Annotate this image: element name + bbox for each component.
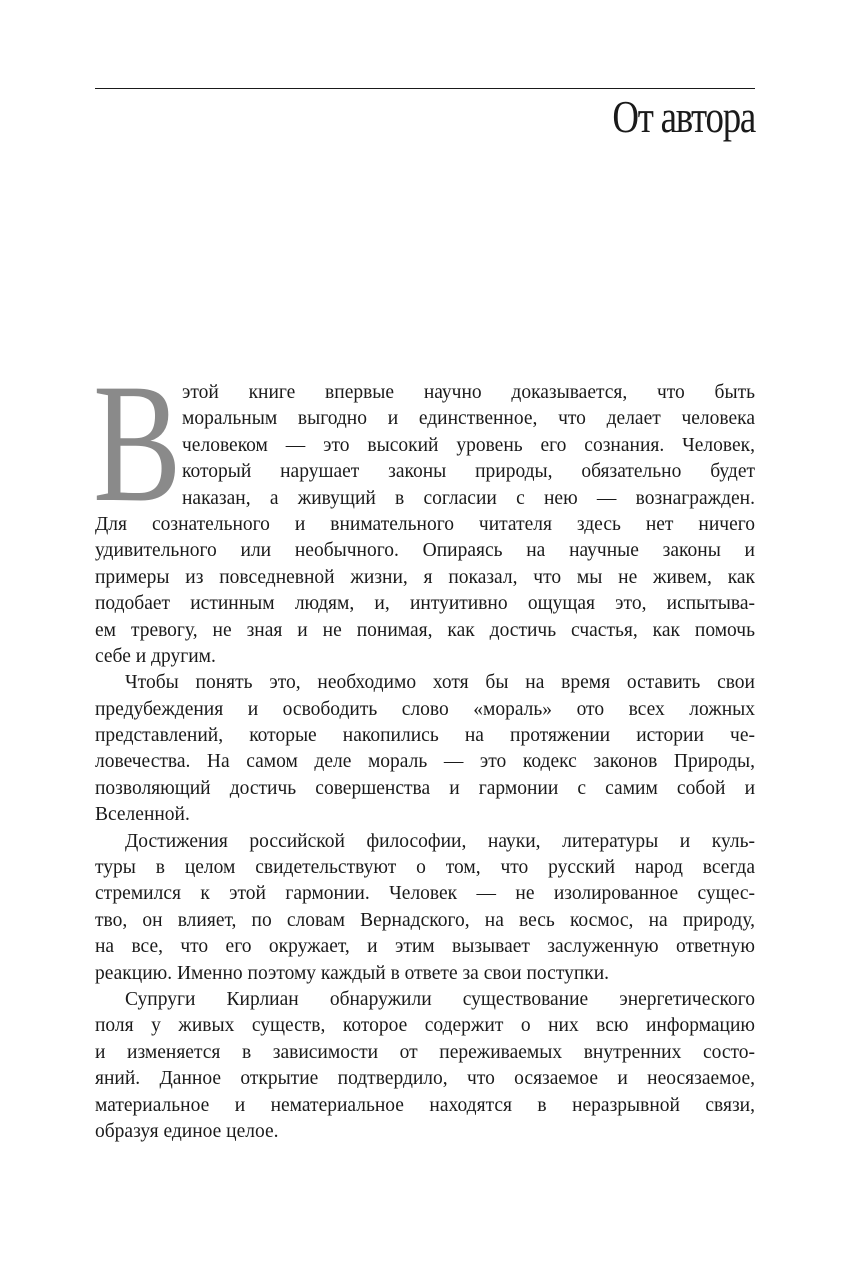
text-line: удивительного или необычного. Опираясь на научные законы и [95,540,755,562]
chapter-title: От автора [612,92,755,142]
header-rule [95,88,755,89]
text-line: и изменяется в зависимости от переживаемых внутренних состо- [95,1041,755,1063]
text-line: Для сознательного и внимательного читателя здесь нет ничего [95,513,755,535]
drop-cap: В [93,349,182,537]
text-line: стремился к этой гармонии. Человек — не изолированное сущес- [95,883,755,905]
text-line: позволяющий достичь совершенства и гармонии с самим собой и [95,777,755,799]
text-line: моральным выгодно и единственное, что делает человека [182,408,755,430]
text-line: поля у живых существ, которое содержит о них всю информацию [95,1015,755,1037]
text-line: который нарушает законы природы, обязательно будет [182,461,755,483]
text-line: Вселенной. [95,804,190,826]
text-line: Чтобы понять это, необходимо хотя бы на время оставить свои [125,672,755,694]
body-text [95,380,755,1145]
text-line: ловечества. На самом деле мораль — это кодекс законов Природы, [95,751,755,773]
text-line: представлений, которые накопились на протяжении истории че- [95,725,755,747]
text-line: материальное и нематериальное находятся в неразрывной связи, [95,1094,755,1116]
text-line: на все, что его окружает, и этим вызывает заслуженную ответную [95,936,755,958]
text-line: яний. Данное открытие подтвердило, что осязаемое и неосязаемое, [95,1068,755,1090]
text-line: туры в целом свидетельствуют о том, что русский народ всегда [95,857,755,879]
text-line: себе и другим. [95,645,216,667]
text-line: Достижения российской философии, науки, литературы и куль- [125,830,755,852]
text-line: человеком — это высокий уровень его сознания. Человек, [182,434,755,456]
text-line: Супруги Кирлиан обнаружили существование энергетического [125,988,755,1010]
text-line: предубеждения и освободить слово «мораль» ото всех ложных [95,698,755,720]
text-line: этой книге впервые научно доказывается, что быть [182,382,755,403]
text-line: примеры из повседневной жизни, я показал, что мы не живем, как [95,566,755,588]
text-line: подобает истинным людям, и, интуитивно ощущая это, испытыва- [95,593,755,615]
text-line: тво, он влияет, по словам Вернадского, на весь космос, на природу, [95,909,755,931]
text-line: ем тревогу, не зная и не понимая, как достичь счастья, как помочь [95,619,755,641]
text-line: реакцию. Именно поэтому каждый в ответе за свои поступки. [95,962,610,984]
text-line: образуя единое целое. [95,1120,279,1142]
text-line: наказан, а живущий в согласии с нею — вознагражден. [182,487,755,509]
